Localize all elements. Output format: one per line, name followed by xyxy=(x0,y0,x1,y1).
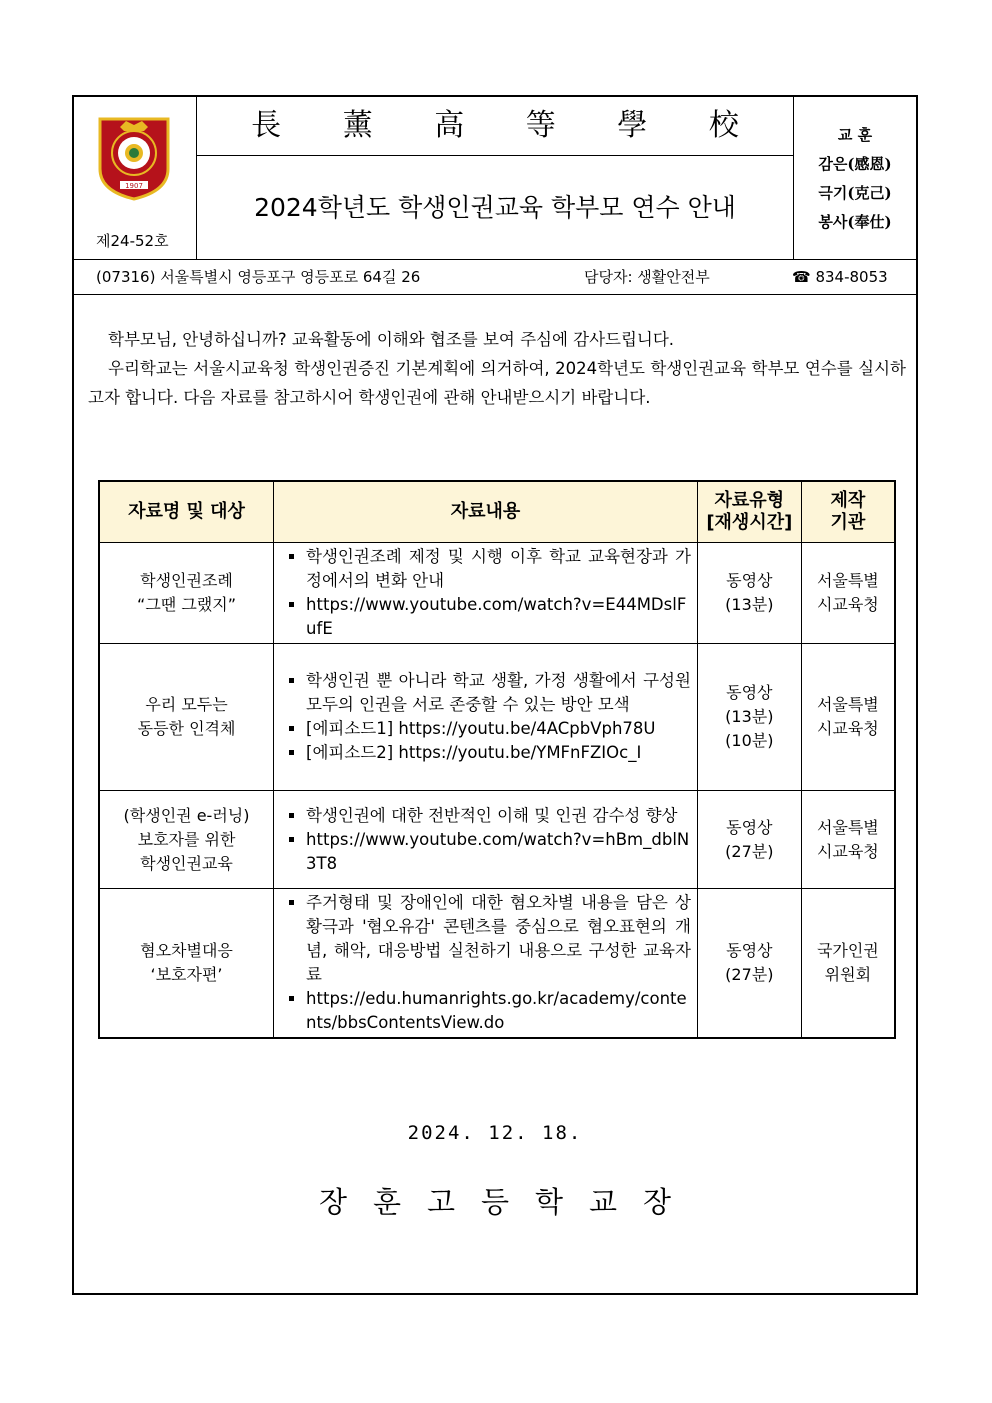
document-title: 2024학년도 학생인권교육 학부모 연수 안내 xyxy=(254,193,736,222)
school-motto xyxy=(793,97,916,259)
content-item: ▪ 주거형태 및 장애인에 대한 혐오차별 내용을 담은 상황극과 '혐오유감' 콘텐츠를 중심으로 혐오표현의 개념, 해악, 대응방법 실천하기 내용으로 구성한 교육자료 xyxy=(306,891,691,987)
emblem-year: 1907 xyxy=(125,182,143,190)
material-name: 학생인권조례 “그땐 그랬지” xyxy=(99,543,274,644)
material-name: 우리 모두는 동등한 인격체 xyxy=(99,644,274,791)
document-frame xyxy=(72,95,918,1295)
material-type: 동영상 (27분) xyxy=(697,889,801,1039)
intro-paragraph: 학부모님, 안녕하십니까? 교육활동에 이해와 협조를 보여 주심에 감사드립니다. xyxy=(108,330,675,349)
logo-cell xyxy=(74,97,197,259)
content-link[interactable]: ▪ https://www.youtube.com/watch?v=E44MDslFufE xyxy=(306,593,691,641)
table-row xyxy=(99,644,895,791)
motto-item: 감은(感恩) xyxy=(818,155,892,173)
motto-item: 봉사(奉仕) xyxy=(818,213,892,231)
material-name: (학생인권 e-러닝) 보호자를 위한 학생인권교육 xyxy=(99,791,274,889)
content-link[interactable]: ▪ [에피소드2] https://youtu.be/YMFnFZIOc_I xyxy=(306,741,691,765)
school-name: 長 薰 高 等 學 校 xyxy=(197,97,793,156)
material-name: 혐오차별대응 ‘보호자편’ xyxy=(99,889,274,1039)
material-org: 서울특별 시교육청 xyxy=(801,644,895,791)
school-address: (07316) 서울특별시 영등포구 영등포로 64길 26 xyxy=(96,268,421,286)
phone-number: ☎ 834-8053 xyxy=(792,268,888,286)
content-item: ▪ 학생인권조례 제정 및 시행 이후 학교 교육현장과 가정에서의 변화 안내 xyxy=(306,545,691,593)
header-name: 자료명 및 대상 xyxy=(99,481,274,543)
motto-item: 극기(克己) xyxy=(818,184,892,202)
material-type: 동영상 (27분) xyxy=(697,791,801,889)
header-org: 제작 기관 xyxy=(801,481,895,543)
content-item: ▪ 학생인권에 대한 전반적인 이해 및 인권 감수성 향상 xyxy=(306,804,691,828)
table-row xyxy=(99,889,895,1039)
content-link[interactable]: ▪ [에피소드1] https://youtu.be/4ACpbVph78U xyxy=(306,717,691,741)
issue-date: 2024. 12. 18. xyxy=(407,1122,583,1144)
material-content xyxy=(274,889,698,1039)
address-bar xyxy=(74,260,916,295)
table-header-row xyxy=(99,481,895,543)
material-type: 동영상 (13분) (10분) xyxy=(697,644,801,791)
principal-signature: 장훈고등학교장 xyxy=(318,1185,698,1219)
header-type: 자료유형 [재생시간] xyxy=(697,481,801,543)
material-type: 동영상 (13분) xyxy=(697,543,801,644)
intro-text xyxy=(88,325,906,412)
material-content xyxy=(274,543,698,644)
table-row xyxy=(99,791,895,889)
material-org: 서울특별 시교육청 xyxy=(801,791,895,889)
content-link[interactable]: ▪ https://edu.humanrights.go.kr/academy/contents/bbsContentsView.do xyxy=(306,987,691,1035)
header-content: 자료내용 xyxy=(274,481,698,543)
document-number: 제24-52호 xyxy=(96,232,169,250)
materials-table xyxy=(98,480,896,1039)
contact-department: 담당자: 생활안전부 xyxy=(584,268,710,286)
school-emblem-icon xyxy=(96,113,172,201)
material-org: 국가인권 위원회 xyxy=(801,889,895,1039)
content-link[interactable]: ▪ https://www.youtube.com/watch?v=hBm_dblN3T8 xyxy=(306,828,691,876)
material-content xyxy=(274,791,698,889)
material-content xyxy=(274,644,698,791)
content-item: ▪ 학생인권 뿐 아니라 학교 생활, 가정 생활에서 구성원 모두의 인권을 서로 존중할 수 있는 방안 모색 xyxy=(306,669,691,717)
letterhead xyxy=(74,97,916,260)
table-row xyxy=(99,543,895,644)
material-org: 서울특별 시교육청 xyxy=(801,543,895,644)
motto-title: 교 훈 xyxy=(837,126,873,144)
intro-paragraph: 우리학교는 서울시교육청 학생인권증진 기본계획에 의거하여, 2024학년도 학생인권교육 학부모 연수를 실시하고자 합니다. 다음 자료를 참고하시어 학생인권에 관해 안내받으시기 바랍니다. xyxy=(88,359,906,407)
